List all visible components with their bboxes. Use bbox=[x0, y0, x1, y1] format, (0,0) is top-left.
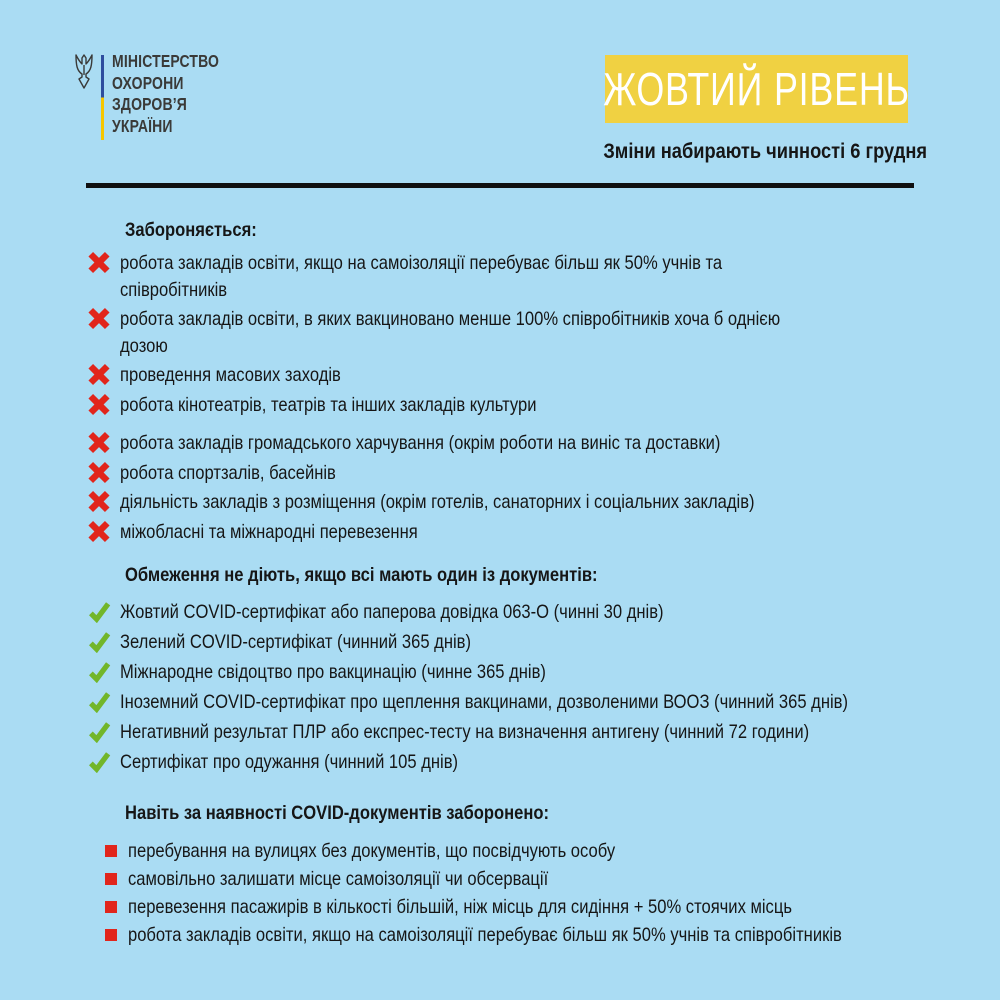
item-text: діяльність закладів з розміщення (окрім готелів, санаторних і соціальних закладів) bbox=[120, 491, 755, 513]
ministry-name bbox=[112, 51, 219, 137]
item-text: Іноземний COVID-сертифікат про щеплення вакцинами, дозволеними ВООЗ (чинний 365 днів) bbox=[120, 691, 848, 713]
green-check-icon bbox=[88, 630, 111, 653]
list-item bbox=[88, 519, 924, 546]
red-x-icon bbox=[88, 307, 110, 330]
list-item bbox=[88, 250, 924, 303]
item-text: Зелений COVID-сертифікат (чинний 365 днів) bbox=[120, 631, 471, 653]
red-x-icon bbox=[88, 393, 110, 416]
item-text: проведення масових заходів bbox=[120, 364, 341, 386]
list-item bbox=[88, 489, 924, 516]
section-heading: Навіть за наявності COVID-документів заборонено: bbox=[125, 802, 549, 824]
green-check-icon bbox=[88, 690, 111, 713]
item-text: перебування на вулицях без документів, що посвідчують особу bbox=[128, 840, 616, 862]
red-x-icon bbox=[88, 431, 110, 454]
red-x-icon bbox=[88, 363, 110, 386]
item-text: Сертифікат про одужання (чинний 105 днів) bbox=[120, 751, 459, 773]
list-item bbox=[88, 460, 924, 487]
ukraine-trident-icon bbox=[72, 53, 96, 96]
red-square-icon bbox=[105, 873, 117, 885]
green-check-icon bbox=[88, 600, 111, 623]
green-check-icon bbox=[88, 720, 111, 743]
item-text: міжобласні та міжнародні перевезення bbox=[120, 520, 418, 543]
logo-divider-bar bbox=[101, 55, 104, 140]
item-text: робота закладів освіти, якщо на самоізоляції перебуває більш як 50% учнів та співробітників bbox=[120, 252, 723, 301]
red-square-icon bbox=[105, 845, 117, 857]
item-text: робота закладів освіти, якщо на самоізоляції перебуває більш як 50% учнів та співробітників bbox=[128, 924, 842, 946]
section-document-exemptions bbox=[88, 562, 924, 779]
section-prohibited-even-with-documents bbox=[88, 800, 924, 950]
list-item bbox=[88, 894, 924, 921]
list-item bbox=[88, 719, 924, 746]
effective-date-subtitle: Зміни набирають чинності 6 грудня bbox=[603, 140, 927, 163]
list-item bbox=[88, 392, 924, 419]
item-text: Жовтий COVID-сертифікат або паперова довідка 063-О (чинні 30 днів) bbox=[120, 601, 664, 623]
item-text: робота спортзалів, басейнів bbox=[120, 461, 336, 484]
item-text: Міжнародне свідоцтво про вакцинацію (чинне 365 днів) bbox=[120, 661, 546, 683]
item-text: робота закладів освіти, в яких вакциновано менше 100% співробітників хоча б однією дозою bbox=[120, 308, 781, 357]
item-text: робота закладів громадського харчування (окрім роботи на виніс та доставки) bbox=[120, 432, 721, 454]
red-square-icon bbox=[105, 901, 117, 913]
list-item bbox=[88, 629, 924, 656]
list-item bbox=[88, 599, 924, 626]
ministry-name-line: ОХОРОНИ bbox=[112, 72, 184, 93]
list-item bbox=[88, 306, 924, 359]
item-text: робота кінотеатрів, театрів та інших закладів культури bbox=[120, 393, 537, 416]
section-heading: Забороняється: bbox=[125, 219, 257, 241]
list-item bbox=[88, 866, 924, 893]
red-x-icon bbox=[88, 490, 110, 513]
section-heading: Обмеження не діють, якщо всі мають один із документів: bbox=[125, 564, 598, 586]
item-text: самовільно залишати місце самоізоляції чи обсервації bbox=[128, 868, 549, 890]
list-item bbox=[88, 922, 924, 949]
yellow-level-banner bbox=[605, 55, 908, 123]
ministry-name-line: МІНІСТЕРСТВО bbox=[112, 51, 220, 71]
item-text: перевезення пасажирів в кількості більшій, ніж місць для сидіння + 50% стоячих місць bbox=[128, 896, 792, 918]
section-prohibited bbox=[88, 217, 924, 548]
red-x-icon bbox=[88, 461, 110, 484]
green-check-icon bbox=[88, 750, 111, 773]
green-check-icon bbox=[88, 660, 111, 683]
list-item bbox=[88, 838, 924, 865]
list-item bbox=[88, 362, 924, 389]
red-x-icon bbox=[88, 520, 110, 543]
red-x-icon bbox=[88, 251, 110, 274]
banner-label: ЖОВТИЙ РІВЕНЬ bbox=[603, 63, 910, 115]
list-item bbox=[88, 749, 924, 776]
item-text: Негативний результат ПЛР або експрес-тесту на визначення антигену (чинний 72 години) bbox=[120, 721, 810, 743]
list-item bbox=[88, 659, 924, 686]
ministry-name-line: УКРАЇНИ bbox=[112, 115, 173, 136]
list-item bbox=[88, 689, 924, 716]
ministry-name-line: ЗДОРОВ’Я bbox=[112, 94, 188, 114]
red-square-icon bbox=[105, 929, 117, 941]
list-item bbox=[88, 430, 924, 457]
restrictions-content bbox=[88, 188, 924, 950]
